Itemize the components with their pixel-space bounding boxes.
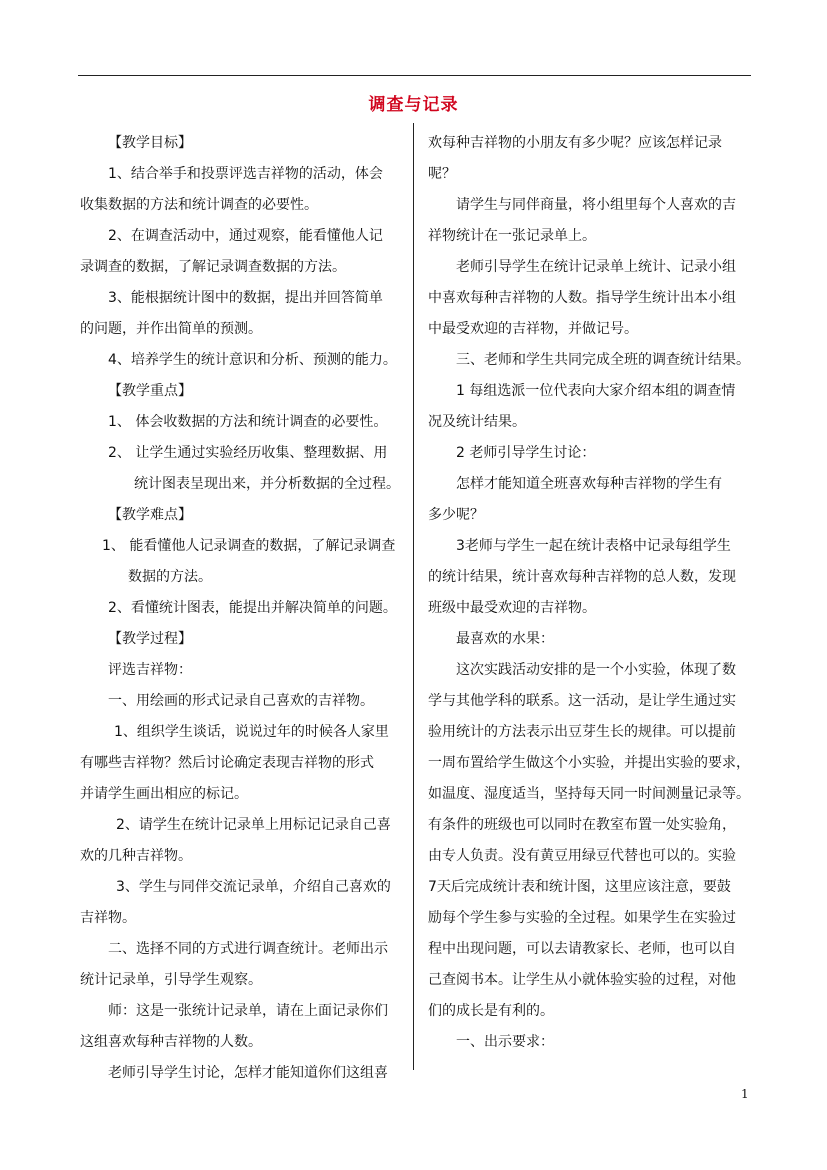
text-line: 3老师与学生一起在统计表格中记录每组学生 [456,538,731,554]
text-line: 【教学重点】 [108,383,192,399]
text-line: 2、在调查活动中，通过观察，能看懂他人记 [108,228,383,244]
text-line: 2、 让学生通过实验经历收集、整理数据、用 [108,445,388,461]
text-line: 老师引导学生在统计记录单上统计、记录小组 [456,259,736,275]
text-line: 3、能根据统计图中的数据，提出并回答简单 [108,290,383,306]
right-column [428,128,751,1058]
text-line: 程中出现问题，可以去请教家长、老师，也可以自 [428,941,736,957]
text-line: 1、组织学生谈话，说说过年的时候各人家里 [114,724,389,740]
text-line: 录调查的数据，了解记录调查数据的方法。 [80,259,346,275]
text-line: 己查阅书本。让学生从小就体验实验的过程，对他 [428,972,736,988]
text-line: 们的成长是有利的。 [428,1003,554,1019]
text-line: 祥物统计在一张记录单上。 [428,228,596,244]
text-line: 统计记录单，引导学生观察。 [80,972,262,988]
text-line: 统计图表呈现出来，并分析数据的全过程。 [134,476,400,492]
text-line: 2 老师引导学生讨论： [456,445,596,461]
text-line: 一、用绘画的形式记录自己喜欢的吉祥物。 [108,693,374,709]
text-line: 1、 体会收数据的方法和统计调查的必要性。 [108,414,388,430]
text-line: 老师引导学生讨论，怎样才能知道你们这组喜 [108,1065,388,1081]
text-line: 有条件的班级也可以同时在教室布置一处实验角， [428,817,736,833]
text-line: 班级中最受欢迎的吉祥物。 [428,600,596,616]
text-line: 请学生与同伴商量，将小组里每个人喜欢的吉 [456,197,736,213]
text-line: 励每个学生参与实验的全过程。如果学生在实验过 [428,910,736,926]
text-line: 二、选择不同的方式进行调查统计。老师出示 [108,941,388,957]
text-line: 一、出示要求： [456,1034,554,1050]
page-title: 调查与记录 [368,95,459,115]
text-line: 这次实践活动安排的是一个小实验，体现了数 [456,662,736,678]
text-line: 并请学生画出相应的标记。 [80,786,248,802]
text-line: 【教学过程】 [108,631,192,647]
text-line: 呢？ [428,166,456,182]
text-line: 三、老师和学生共同完成全班的调查统计结果。 [456,352,750,368]
text-line: 数据的方法。 [128,569,212,585]
text-line: 有哪些吉祥物？然后讨论确定表现吉祥物的形式 [80,755,374,771]
text-line: 中最受欢迎的吉祥物，并做记号。 [428,321,638,337]
text-line: 的问题，并作出简单的预测。 [80,321,262,337]
text-line: 【教学难点】 [108,507,192,523]
text-line: 中喜欢每种吉祥物的人数。指导学生统计出本小组 [428,290,736,306]
text-line: 1、 能看懂他人记录调查的数据，了解记录调查 [102,538,396,554]
text-line: 师：这是一张统计记录单，请在上面记录你们 [108,1003,388,1019]
text-line: 况及统计结果。 [428,414,526,430]
text-line: 3、学生与同伴交流记录单，介绍自己喜欢的 [116,879,391,895]
text-line: 多少呢？ [428,507,484,523]
text-line: 7天后完成统计表和统计图，这里应该注意，要鼓 [428,879,731,895]
left-column [80,128,402,1089]
text-line: 2、请学生在统计记录单上用标记记录自己喜 [116,817,391,833]
text-line: 如温度、湿度适当，坚持每天同一时间测量记录等。 [428,786,750,802]
text-line: 4、培养学生的统计意识和分析、预测的能力。 [108,352,397,368]
text-line: 验用统计的方法表示出豆芽生长的规律。可以提前 [428,724,736,740]
column-divider [413,123,414,1070]
text-line: 欢的几种吉祥物。 [80,848,192,864]
text-line: 吉祥物。 [80,910,136,926]
text-line: 一周布置给学生做这个小实验，并提出实验的要求， [428,755,750,771]
text-line: 学与其他学科的联系。这一活动，是让学生通过实 [428,693,736,709]
text-line: 的统计结果，统计喜欢每种吉祥物的总人数，发现 [428,569,736,585]
text-line: 1、结合举手和投票评选吉祥物的活动，体会 [108,166,383,182]
text-line: 由专人负责。没有黄豆用绿豆代替也可以的。实验 [428,848,736,864]
text-line: 收集数据的方法和统计调查的必要性。 [80,197,318,213]
text-line: 欢每种吉祥物的小朋友有多少呢？应该怎样记录 [428,135,722,151]
text-line: 【教学目标】 [108,135,192,151]
text-line: 1 每组选派一位代表向大家介绍本组的调查情 [456,383,736,399]
text-line: 2、看懂统计图表，能提出并解决简单的问题。 [108,600,397,616]
header-rule [78,75,751,76]
text-line: 最喜欢的水果： [456,631,554,647]
text-line: 评选吉祥物： [108,662,192,678]
text-line: 这组喜欢每种吉祥物的人数。 [80,1034,262,1050]
text-line: 怎样才能知道全班喜欢每种吉祥物的学生有 [456,476,722,492]
page-number: 1 [741,1087,749,1101]
